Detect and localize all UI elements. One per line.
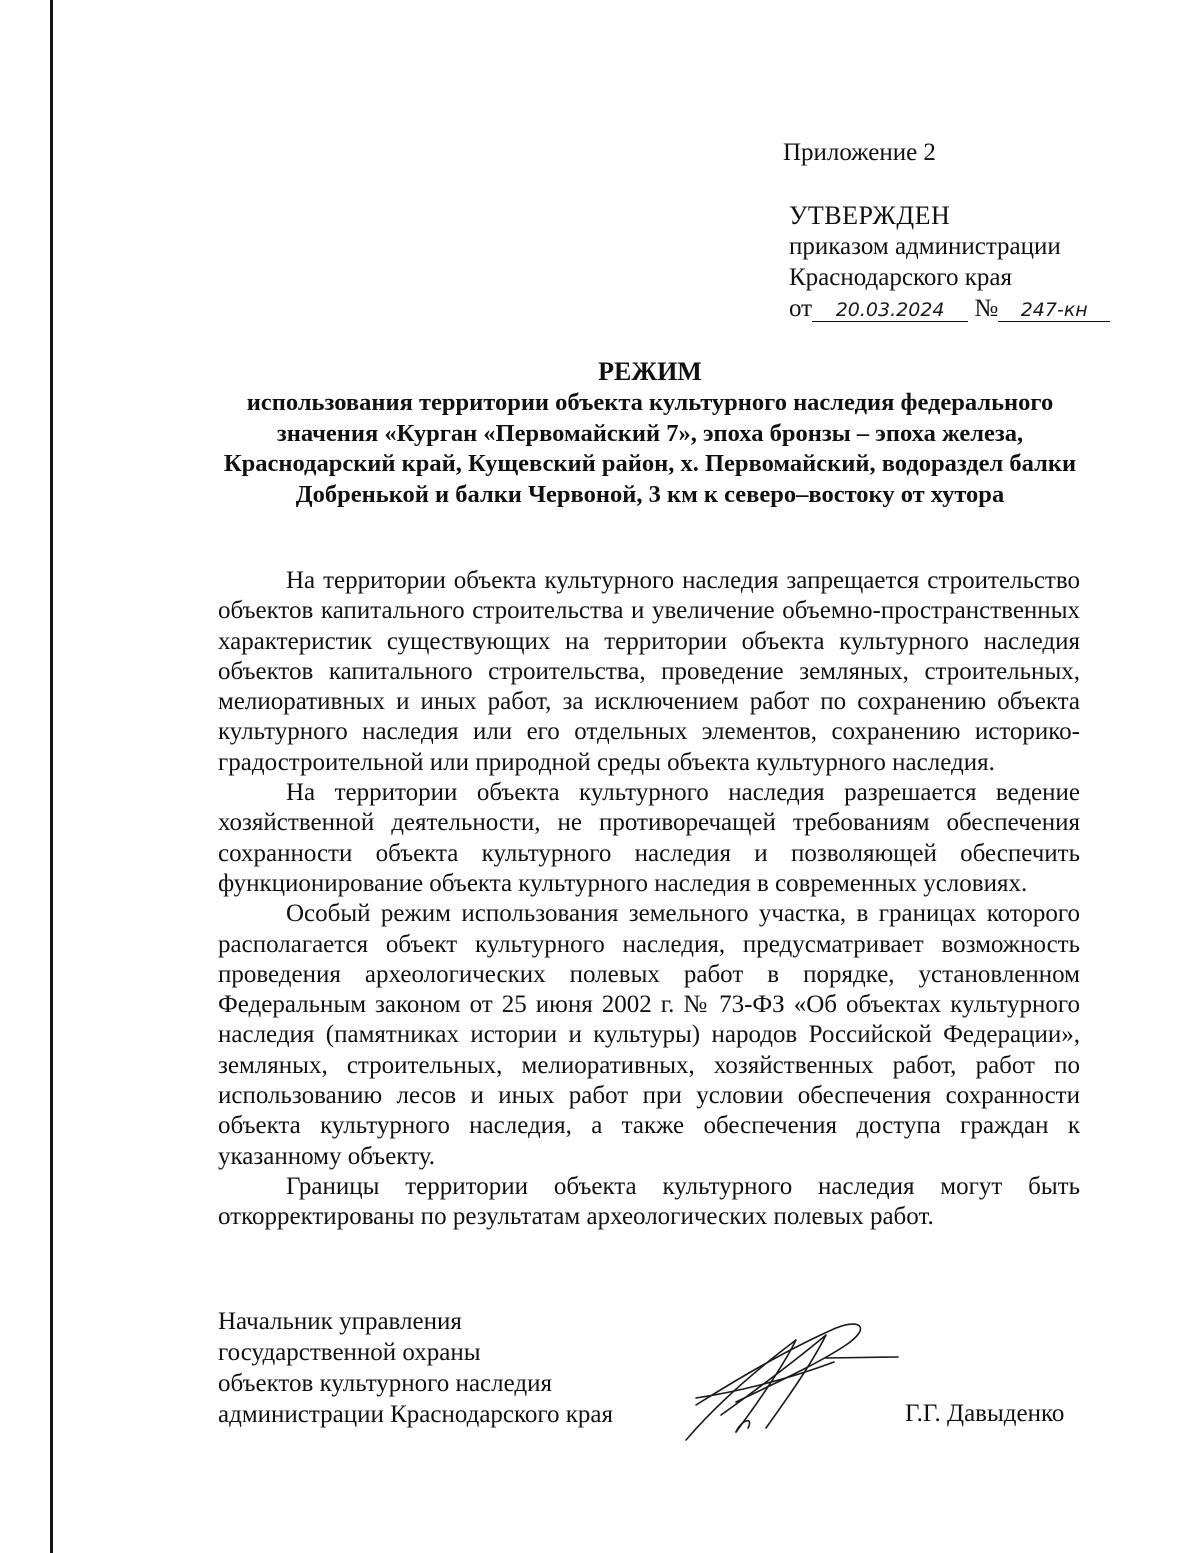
handwritten-signature: [676, 1310, 906, 1445]
signer-position: [218, 1306, 613, 1430]
document-title: РЕЖИМ: [598, 357, 702, 386]
signer-position-line-3: объектов культурного наследия: [218, 1370, 552, 1397]
paragraph-prohibition: На территории объекта культурного наследия запрещается строительство объектов капитального строительства и увеличение объемно-пространственных характеристик существующих на территории объекта культурного наследия объектов капитального строительства, проведение земляных, строительных, мелиоративных и иных работ, за исключением работ по сохранению объекта культурного наследия или его отдельных элементов, сохранению историко-градостроительной или природной среды объекта культурного наследия.: [218, 567, 1080, 776]
number-prefix: №: [974, 295, 999, 322]
approved-stamp: УТВЕРЖДЕН: [789, 201, 951, 230]
signer-position-line-2: государственной охраны: [218, 1339, 481, 1366]
approval-block: [789, 200, 1119, 324]
paragraph-permission: На территории объекта культурного наследия разрешается ведение хозяйственной деятельности, не противоречащей требованиям обеспечения сохранности объекта культурного наследия и позволяющей обеспечить функционирование объекта культурного наследия в современных условиях.: [218, 779, 1080, 897]
signer-position-line-1: Начальник управления: [218, 1308, 462, 1335]
paragraph-boundaries: Границы территории объекта культурного наследия могут быть откорректированы по результатам археологических полевых работ.: [218, 1172, 1080, 1231]
handwritten-date: 20.03.2024: [812, 299, 968, 322]
document-body: [218, 566, 1080, 1233]
paragraph-special-regime: Особый режим использования земельного участка, в границах которого располагается объект культурного наследия, предусматривает возможность проведения археологических полевых работ в порядке, установленном Федеральным законом от 25 июня 2002 г. № 73-ФЗ «Об объектах культурного наследия (памятниках истории и культуры) народов Российской Федерации», земляных, строительных, мелиоративных, хозяйственных работ, работ по использованию лесов и иных работ при условии обеспечения сохранности объекта культурного наследия, а также обеспечения доступа граждан к указанному объекту.: [218, 900, 1080, 1170]
order-date-number-line: [789, 293, 1119, 324]
appendix-label: Приложение 2: [783, 139, 936, 166]
signer-name: Г.Г. Давыденко: [905, 1400, 1065, 1427]
date-prefix: от: [789, 295, 813, 322]
signer-position-line-4: администрации Краснодарского края: [218, 1401, 614, 1428]
approved-by-line-1: приказом администрации: [789, 233, 1061, 260]
handwritten-order-number: 247-кн: [998, 299, 1110, 322]
approved-by-line-2: Краснодарского края: [789, 264, 1012, 291]
scan-edge-line: [50, 0, 53, 1553]
document-subtitle: использования территории объекта культурного наследия федерального значения «Курган «Первомайский 7», эпоха бронзы – эпоха железа, Краснодарский край, Кущевский район, х. Первомайский, водораздел балки Добренькой и балки Червоной, 3 км к северо–востоку от хутора: [223, 389, 1077, 508]
